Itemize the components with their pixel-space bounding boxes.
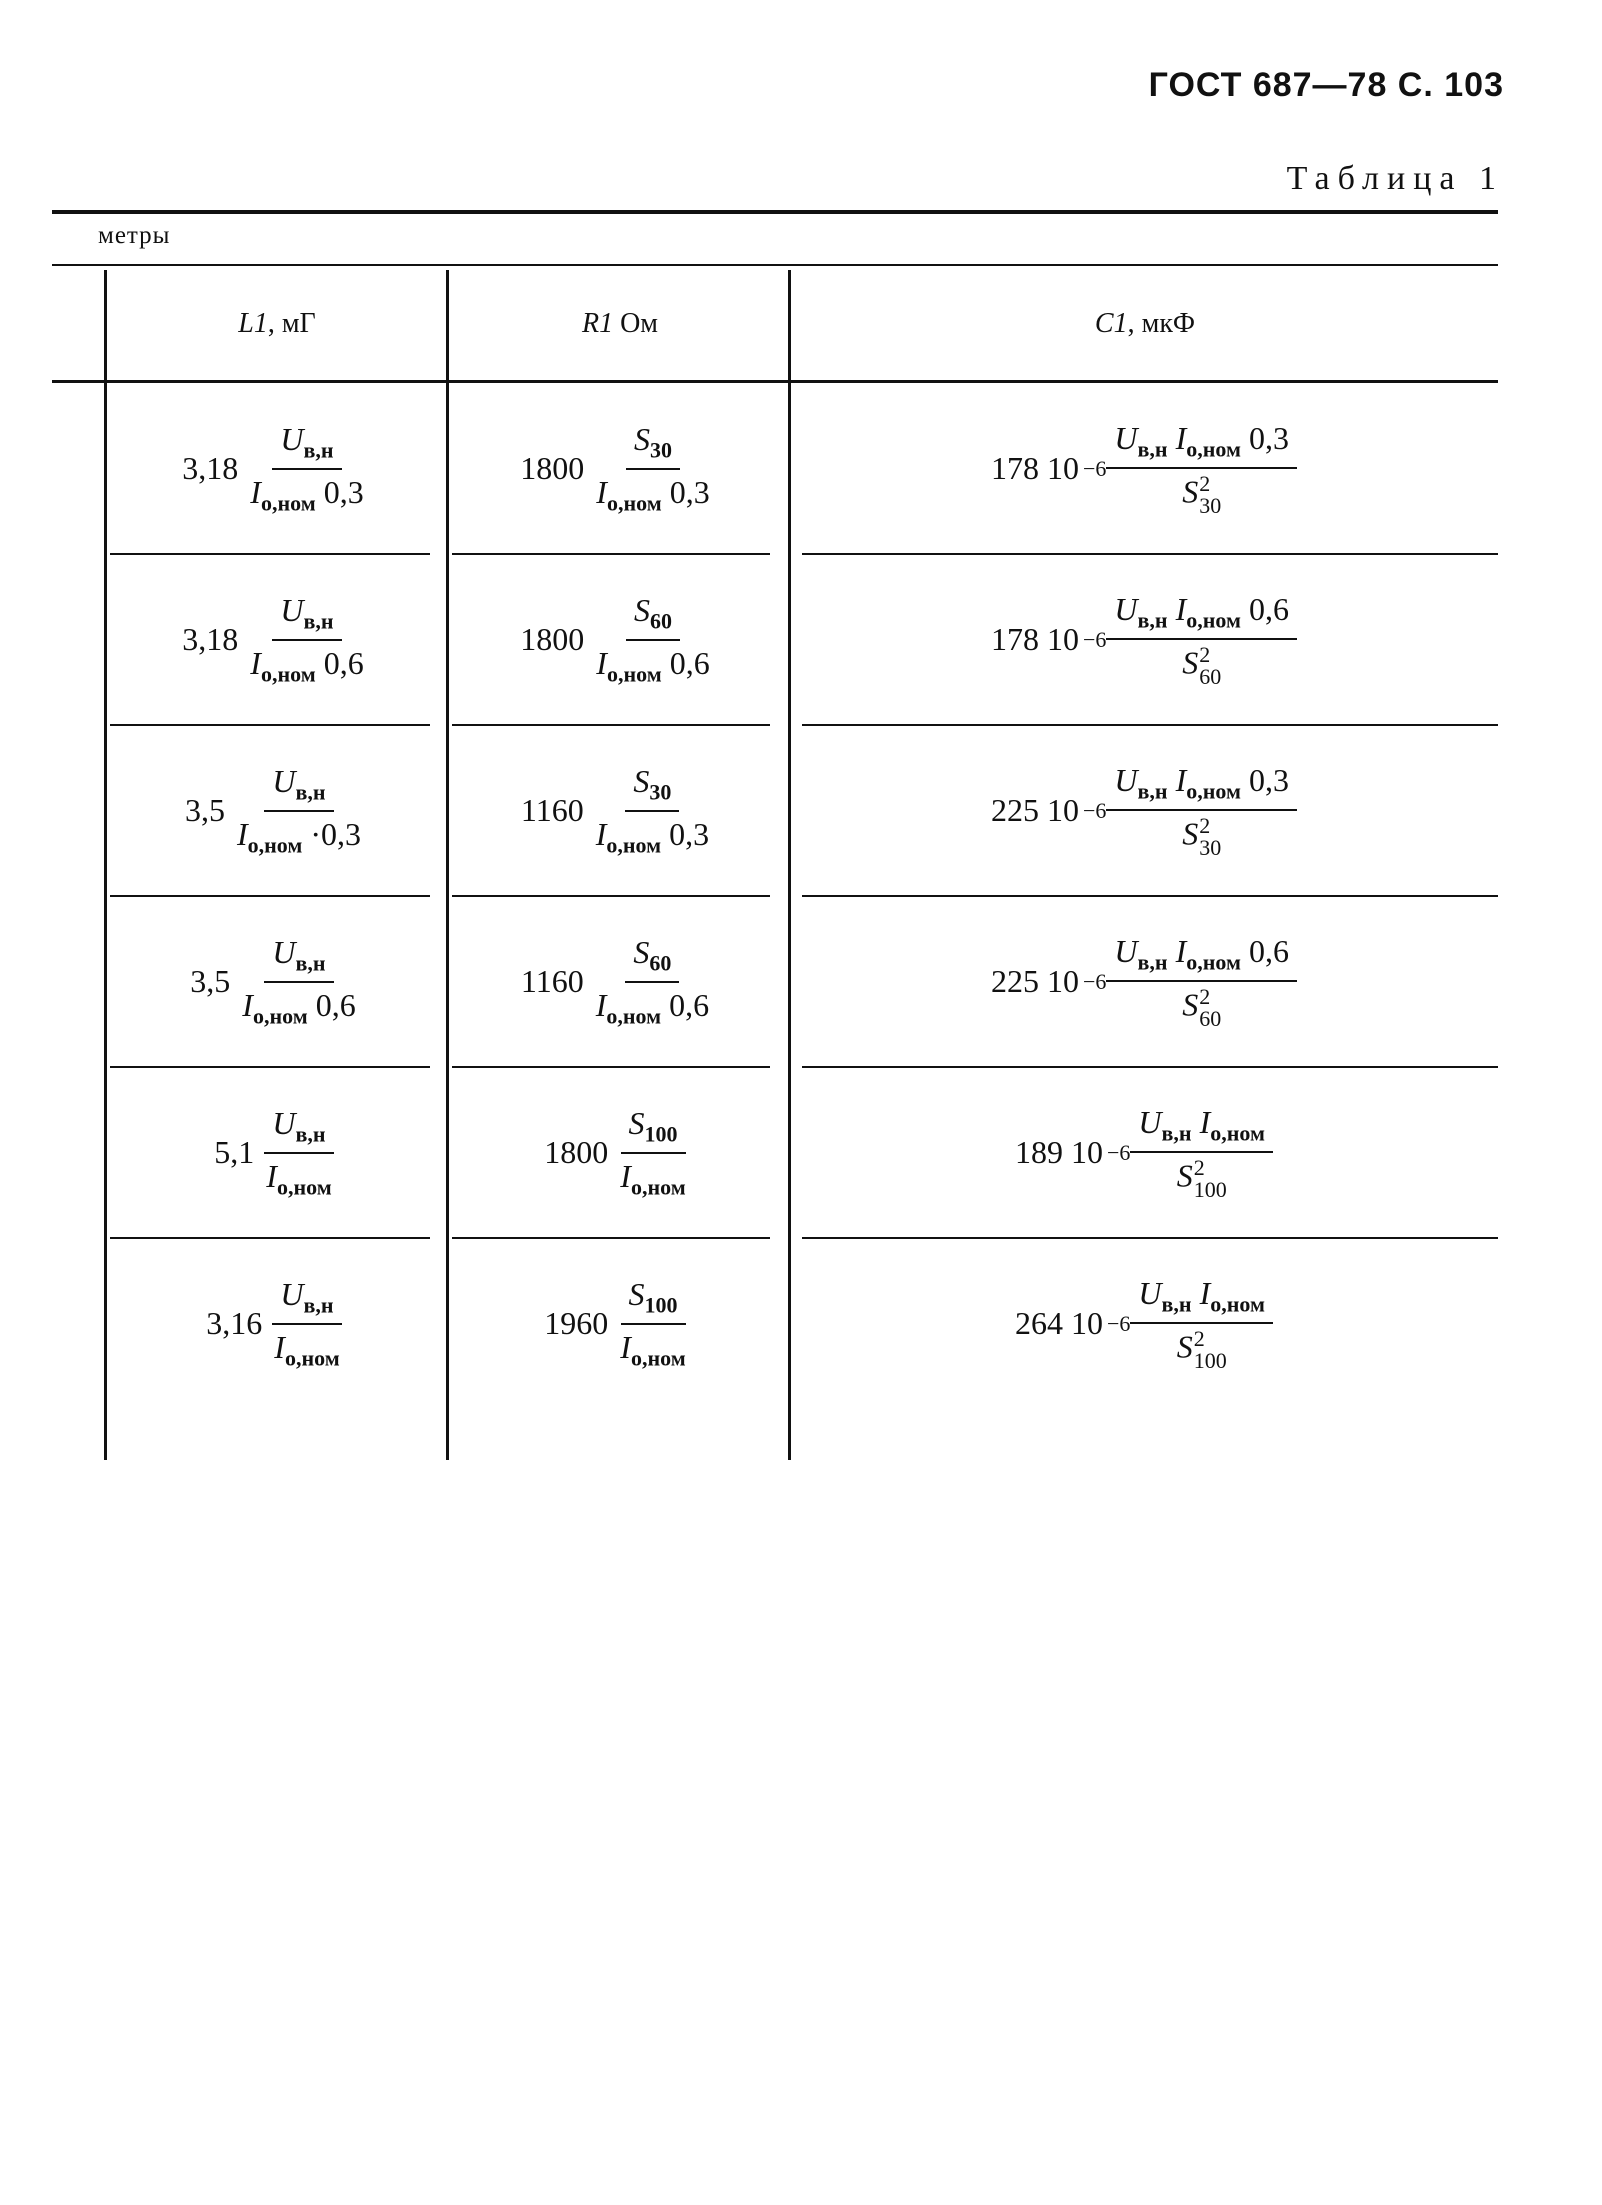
numerator [1130,1104,1273,1153]
subscript: в,н [1137,607,1168,633]
formula-cell-r [452,1074,786,1231]
denominator [258,1154,339,1201]
symbol-u: U [1114,420,1138,457]
symbol-numerator: U [272,1104,296,1141]
fraction [1106,933,1297,1030]
symbol-i: I [1175,591,1187,628]
subscript: 60 [1199,663,1222,689]
denominator [612,1325,693,1372]
denominator [1174,640,1229,688]
numerator [626,421,680,470]
symbol-denominator: I [620,1157,631,1194]
row-rule [110,1066,430,1068]
fraction [242,421,371,516]
symbol-denominator: I [266,1157,277,1194]
sup-sub [1199,812,1222,860]
formula-cell-r [452,903,786,1060]
subscript: 30 [1199,492,1222,518]
coefficient: 225 10 [991,792,1079,828]
symbol-numerator: U [280,591,304,628]
fraction [588,421,717,516]
denominator [234,983,363,1030]
fraction [242,592,371,687]
subscript: о,ном [260,661,316,687]
formula-cell-l [110,903,444,1060]
symbol-s: S [1182,473,1199,510]
subscript: в,н [295,950,326,976]
factor: 0,6 [661,644,710,681]
formula-cell-r [452,390,786,547]
symbol-i: I [1199,1275,1211,1312]
subscript: в,н [295,1121,326,1147]
subscript: о,ном [606,661,662,687]
subscript: 60 [1199,1005,1222,1031]
denominator [1169,1324,1235,1372]
fraction [258,1105,339,1200]
superscript: 2 [1193,1154,1205,1180]
denominator [1174,982,1229,1030]
denominator [612,1154,693,1201]
numerator [626,592,680,641]
symbol-i: I [1175,420,1187,457]
denominator [1174,469,1229,517]
symbol-denominator: I [595,986,607,1023]
formula-cell-c [794,1074,1494,1231]
formula-cell-r [452,1245,786,1402]
subscript: 60 [649,950,672,976]
sup-sub [1193,1154,1227,1202]
factor: 0,3 [315,473,364,510]
fraction [588,934,717,1029]
subscript: в,н [1161,1291,1192,1317]
numerator [625,934,679,983]
symbol-numerator: S [633,762,650,799]
numerator [1106,420,1297,469]
row-rule [802,1066,1498,1068]
coefficient: 1160 [520,963,584,999]
coefficient: 1960 [544,1305,609,1341]
column-header-r1: R1 Ом [581,308,659,339]
formula-cell-l [110,1245,444,1402]
row-rule [452,895,770,897]
numerator [621,1105,686,1154]
factor: 0,6 [307,986,356,1023]
subscript: о,ном [1210,1291,1265,1317]
subscript: о,ном [284,1345,340,1371]
subscript: о,ном [1186,949,1241,975]
sup-sub [1199,470,1222,518]
exponent: −6 [1083,455,1107,481]
superscript: 2 [1199,983,1211,1009]
formula-cell-l [110,561,444,718]
symbol-denominator: I [274,1328,285,1365]
denominator [242,641,371,688]
fraction [612,1276,693,1371]
factor: 0,6 [315,644,364,681]
subscript: в,н [1161,1120,1192,1146]
superscript: 2 [1193,1325,1205,1351]
numerator [1106,762,1297,811]
coefficient: 5,1 [214,1134,255,1170]
exponent: −6 [1107,1139,1131,1165]
row-rule [802,1237,1498,1239]
denominator [242,470,371,517]
formula-cell-l [110,1074,444,1231]
row-rule [802,895,1498,897]
symbol-s: S [1182,815,1199,852]
fraction [1130,1104,1273,1201]
subscript: 60 [650,608,672,634]
numerator [1130,1275,1273,1324]
factor: ·0,3 [302,815,362,852]
table-label: Таблица 1 [1286,160,1504,197]
subscript: о,ном [630,1345,686,1371]
symbol-i: I [1199,1104,1211,1141]
coefficient: 178 10 [991,450,1079,486]
coefficient: 3,18 [182,621,239,657]
row-rule [452,1237,770,1239]
coefficient: 3,5 [184,792,225,828]
symbol-numerator: U [272,933,296,970]
subscript: о,ном [630,1174,686,1200]
row-rule [452,724,770,726]
symbol-u: U [1114,762,1138,799]
symbol-denominator: I [595,815,607,852]
subscript: в,н [295,779,326,805]
symbol-numerator: S [628,1275,645,1312]
formula-cell-c [794,1245,1494,1402]
formula-cell-l [110,390,444,547]
numerator [264,934,333,983]
formula-cell-c [794,903,1494,1060]
symbol-numerator: U [280,420,304,457]
factor: 0,3 [1241,420,1289,457]
fraction [612,1105,693,1200]
factor: 0,3 [1241,762,1289,799]
coefficient: 3,18 [182,450,239,486]
subscript: о,ном [1186,778,1241,804]
symbol-s: S [1176,1328,1193,1365]
factor: 0,6 [661,986,710,1023]
subscript: 30 [650,437,672,463]
symbol-denominator: I [620,1328,631,1365]
exponent: −6 [1083,626,1107,652]
fraction [229,763,369,858]
symbol-denominator: I [250,644,261,681]
symbol-u: U [1114,933,1138,970]
denominator [1174,811,1229,859]
subscript: 100 [644,1292,678,1318]
column-header-c1: C1, мкФ [1094,308,1196,339]
denominator [588,983,717,1030]
exponent: −6 [1083,797,1107,823]
subscript: 100 [644,1121,678,1147]
numerator [272,1276,341,1325]
fraction [1106,591,1297,688]
fraction [234,934,363,1029]
symbol-s: S [1182,644,1199,681]
table-caption-fragment: метры [98,222,171,249]
numerator [625,763,679,812]
numerator [1106,933,1297,982]
coefficient: 3,5 [190,963,231,999]
subscript: в,н [303,608,334,634]
row-rule [110,724,430,726]
coefficient: 3,16 [206,1305,263,1341]
table-top-rule [52,210,1498,214]
factor: 0,6 [1241,933,1289,970]
symbol-u: U [1138,1104,1162,1141]
subscript: о,ном [1210,1120,1265,1146]
symbol-u: U [1138,1275,1162,1312]
coefficient: 1800 [544,1134,609,1170]
symbol-numerator: S [634,420,650,457]
subscript: о,ном [606,490,662,516]
fraction [1106,420,1297,517]
coefficient: 1800 [520,621,585,657]
row-rule [452,553,770,555]
symbol-numerator: S [628,1104,645,1141]
denominator [229,812,369,859]
column-header-l1: L1, мГ [238,308,316,339]
caption-rule [52,264,1498,266]
denominator [588,641,717,688]
numerator [264,763,333,812]
subscript: 100 [1193,1347,1227,1373]
symbol-denominator: I [242,986,253,1023]
subscript: о,ном [276,1174,332,1200]
symbol-denominator: I [596,644,607,681]
coefficient: 189 10 [1015,1134,1103,1170]
row-rule [452,1066,770,1068]
exponent: −6 [1107,1310,1131,1336]
coefficient: 1160 [520,792,584,828]
symbol-s: S [1182,986,1199,1023]
denominator [1169,1153,1235,1201]
subscript: о,ном [252,1003,308,1029]
fraction [588,592,717,687]
formula-cell-l [110,732,444,889]
row-rule [110,553,430,555]
symbol-denominator: I [236,815,248,852]
symbol-s: S [1176,1157,1193,1194]
superscript: 2 [1199,470,1211,496]
row-rule [110,895,430,897]
formula-cell-c [794,561,1494,718]
sup-sub [1199,641,1222,689]
coefficient: 264 10 [1015,1305,1103,1341]
sup-sub [1193,1325,1227,1373]
numerator [272,421,341,470]
formula-cell-r [452,561,786,718]
column-rule-3 [788,270,791,1460]
symbol-numerator: S [634,591,650,628]
numerator [264,1105,333,1154]
superscript: 2 [1199,812,1211,838]
symbol-u: U [1114,591,1138,628]
fraction [266,1276,347,1371]
coefficient: 1800 [520,450,585,486]
subscript: в,н [303,437,334,463]
row-rule [110,1237,430,1239]
exponent: −6 [1083,968,1107,994]
coefficient: 178 10 [991,621,1079,657]
subscript: 100 [1193,1176,1227,1202]
subscript: в,н [303,1292,334,1318]
subscript: в,н [1137,778,1168,804]
symbol-i: I [1175,933,1187,970]
subscript: в,н [1137,949,1168,975]
symbol-numerator: U [280,1275,304,1312]
subscript: о,ном [606,832,662,858]
numerator [272,592,341,641]
subscript: о,ном [1186,436,1241,462]
subscript: в,н [1137,436,1168,462]
fraction [588,763,717,858]
numerator [621,1276,686,1325]
symbol-denominator: I [250,473,261,510]
page-header: ГОСТ 687—78 С. 103 [1148,66,1504,104]
denominator [266,1325,347,1372]
denominator [588,812,717,859]
row-rule [802,553,1498,555]
subscript: о,ном [260,490,316,516]
column-rule-2 [446,270,449,1460]
row-rule [802,724,1498,726]
subscript: о,ном [1186,607,1241,633]
formula-cell-c [794,390,1494,547]
numerator [1106,591,1297,640]
symbol-i: I [1175,762,1187,799]
column-rule-1 [104,270,107,1460]
fraction [1106,762,1297,859]
fraction [1130,1275,1273,1372]
symbol-numerator: U [272,762,296,799]
header-bottom-rule [52,380,1498,383]
sup-sub [1199,983,1222,1031]
formula-cell-c [794,732,1494,889]
coefficient: 225 10 [991,963,1079,999]
subscript: 30 [649,779,672,805]
subscript: 30 [1199,834,1222,860]
factor: 0,3 [661,815,710,852]
denominator [588,470,717,517]
symbol-numerator: S [633,933,650,970]
subscript: о,ном [606,1003,662,1029]
subscript: о,ном [247,832,303,858]
superscript: 2 [1199,641,1211,667]
formula-cell-r [452,732,786,889]
factor: 0,3 [661,473,710,510]
symbol-denominator: I [596,473,607,510]
factor: 0,6 [1241,591,1289,628]
